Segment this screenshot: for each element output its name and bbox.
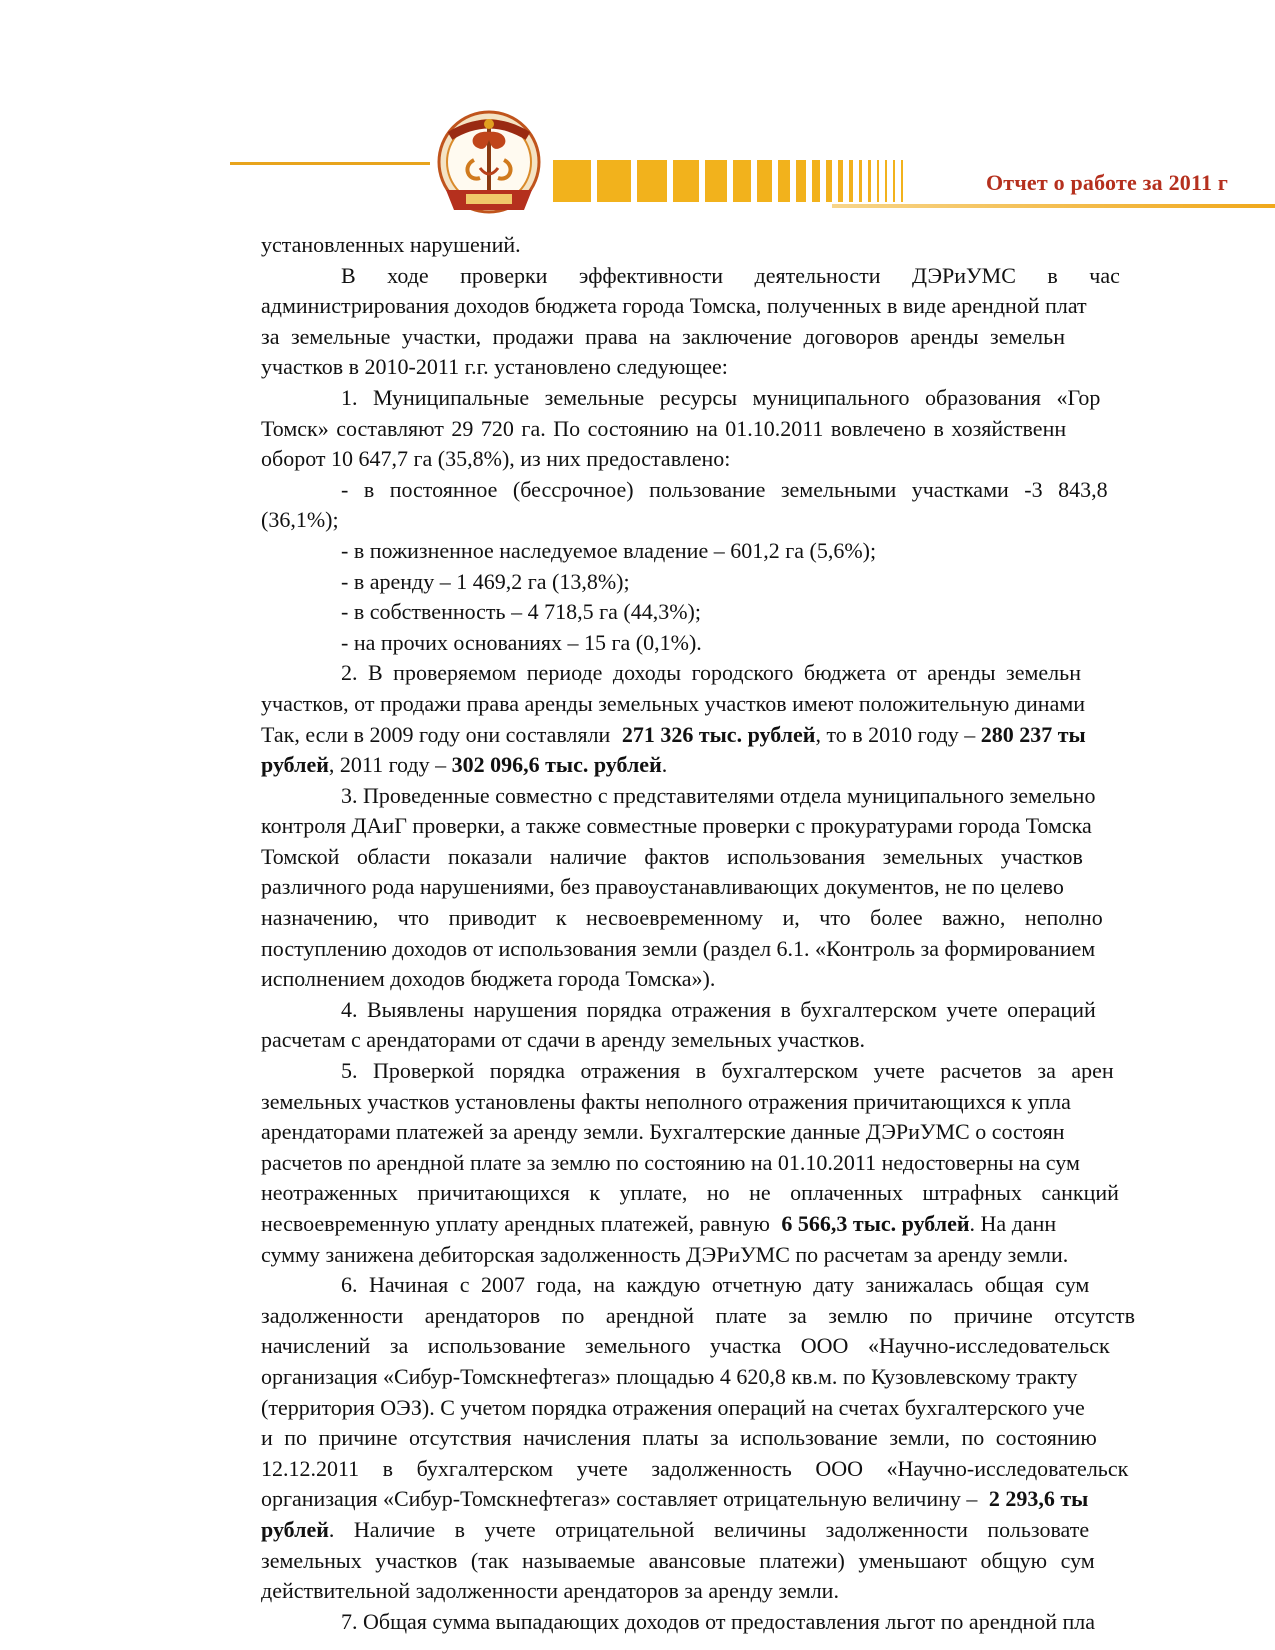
text-line: земельных участков установлены факты неполного отражения причитающихся к упла (261, 1088, 1071, 1114)
text-line: 2. В проверяемом периоде доходы городского бюджета от аренды земельн (341, 660, 1081, 686)
text-line: задолженности арендаторов по арендной плате за землю по причине отсутств (261, 1302, 1135, 1328)
text-line: поступлению доходов от использования земли (раздел 6.1. «Контроль за формированием (261, 935, 1096, 961)
text-line (261, 750, 1275, 781)
text-line (261, 1209, 1275, 1240)
text-line: назначению, что приводит к несвоевременному и, что более важно, неполно (261, 905, 1103, 931)
page-header (0, 0, 1275, 230)
bold-amount: рублей (261, 1516, 329, 1542)
text-line: организация «Сибур-Томскнефтегаз» площадью 4 620,8 кв.м. по Кузовлевскому тракту (261, 1363, 1078, 1389)
text-line: 7. Общая сумма выпадающих доходов от предоставления льгот по арендной пла (341, 1608, 1095, 1634)
text-line: 3. Проведенные совместно с представителями отдела муниципального земельно (341, 782, 1096, 808)
text-line: - в постоянное (бессрочное) пользование земельными участками -3 843,8 (341, 476, 1108, 502)
text-line: неотраженных причитающихся к уплате, но не оплаченных штрафных санкций (261, 1180, 1119, 1206)
list-item: - в аренду – 1 469,2 га (13,8%); (341, 568, 630, 594)
text-line: (территория ОЭЗ). С учетом порядка отражения операций на счетах бухгалтерского уче (261, 1394, 1085, 1420)
text-line: 6. Начиная с 2007 года, на каждую отчетную дату занижалась общая сум (341, 1272, 1090, 1298)
bold-amount: 280 237 ты (980, 721, 1086, 747)
text-fragment: организация «Сибур-Томскнефтегаз» составляет отрицательную величину – (261, 1486, 978, 1512)
text-line: расчетам с арендаторами от сдачи в аренду земельных участков. (261, 1027, 865, 1053)
header-left-rule (230, 162, 430, 165)
text-line: В ходе проверки эффективности деятельности ДЭРиУМС в час (341, 262, 1120, 288)
bold-amount: 271 326 тыс. рублей (621, 721, 816, 747)
text-line: арендаторами платежей за аренду земли. Бухгалтерские данные ДЭРиУМС о состоян (261, 1119, 1065, 1145)
text-line: Томской области показали наличие фактов использования земельных участков (261, 843, 1083, 869)
text-line (261, 720, 1275, 751)
text-line: участков, от продажи права аренды земельных участков имеют положительную динами (261, 690, 1086, 716)
text-fragment: , 2011 году – (328, 752, 447, 778)
header-right-rule (832, 204, 1275, 208)
text-line: 1. Муниципальные земельные ресурсы муниципального образования «Гор (341, 384, 1101, 410)
text-line: (36,1%); (261, 507, 339, 533)
text-line: расчетов по арендной плате за землю по состоянию на 01.10.2011 недостоверны на сум (261, 1149, 1080, 1175)
report-title: Отчет о работе за 2011 г (986, 170, 1229, 195)
text-fragment: Так, если в 2009 году они составляли (261, 721, 611, 747)
header-stripes (553, 160, 903, 202)
text-line: за земельные участки, продажи права на заключение договоров аренды земельн (261, 323, 1065, 349)
text-line: земельных участков (так называемые авансовые платежи) уменьшают общую сум (261, 1547, 1095, 1573)
text-line: участков в 2010-2011 г.г. установлено следующее: (261, 354, 728, 380)
text-line: 4. Выявлены нарушения порядка отражения в бухгалтерском учете операций (341, 996, 1096, 1022)
text-fragment: . На данн (969, 1211, 1057, 1236)
text-line: контроля ДАиГ проверки, а также совместные проверки с прокуратурами города Томска (261, 813, 1092, 839)
bold-amount: 2 293,6 ты (988, 1486, 1089, 1512)
text-line: установленных нарушений. (261, 232, 521, 257)
text-line: и по причине отсутствия начисления платы за использование земли, по состоянию (261, 1425, 1097, 1451)
text-line: действительной задолженности арендаторов за аренду земли. (261, 1578, 839, 1604)
text-line: исполнением доходов бюджета города Томска»). (261, 966, 716, 992)
bold-amount: рублей (261, 752, 329, 778)
bold-amount: 302 096,6 тыс. рублей (451, 752, 662, 778)
text-line (261, 1484, 1275, 1515)
text-line: сумму занижена дебиторская задолженность ДЭРиУМС по расчетам за аренду земли. (261, 1241, 1069, 1267)
text-fragment: . Наличие в учете отрицательной величины задолженности пользовате (328, 1516, 1090, 1542)
list-item: - в пожизненное наследуемое владение – 601,2 га (5,6%); (341, 537, 877, 563)
list-item: - на прочих основаниях – 15 га (0,1%). (341, 629, 702, 655)
text-line (261, 1515, 1275, 1546)
text-line: 5. Проверкой порядка отражения в бухгалтерском учете расчетов за арен (341, 1058, 1114, 1084)
text-line: 12.12.2011 в бухгалтерском учете задолженность ООО «Научно-исследовательск (261, 1455, 1129, 1481)
text-line: оборот 10 647,7 га (35,8%), из них предоставлено: (261, 446, 731, 472)
document-body (261, 230, 1275, 1637)
text-fragment: , то в 2010 году – (815, 721, 976, 747)
list-item: - в собственность – 4 718,5 га (44,3%); (341, 599, 701, 625)
text-line: начислений за использование земельного участка ООО «Научно-исследовательск (261, 1333, 1110, 1359)
text-line: различного рода нарушениями, без правоустанавливающих документов, не по целево (261, 874, 1064, 900)
text-fragment: . (661, 752, 668, 778)
bold-amount: 6 566,3 тыс. рублей (781, 1211, 970, 1236)
text-line: Томск» составляют 29 720 га. По состоянию на 01.10.2011 вовлечено в хозяйственн (261, 415, 1067, 441)
emblem-logo (428, 106, 550, 222)
text-line: администрирования доходов бюджета города Томска, полученных в виде арендной плат (261, 293, 1087, 319)
text-fragment: несвоевременную уплату арендных платежей, равную (261, 1211, 770, 1236)
